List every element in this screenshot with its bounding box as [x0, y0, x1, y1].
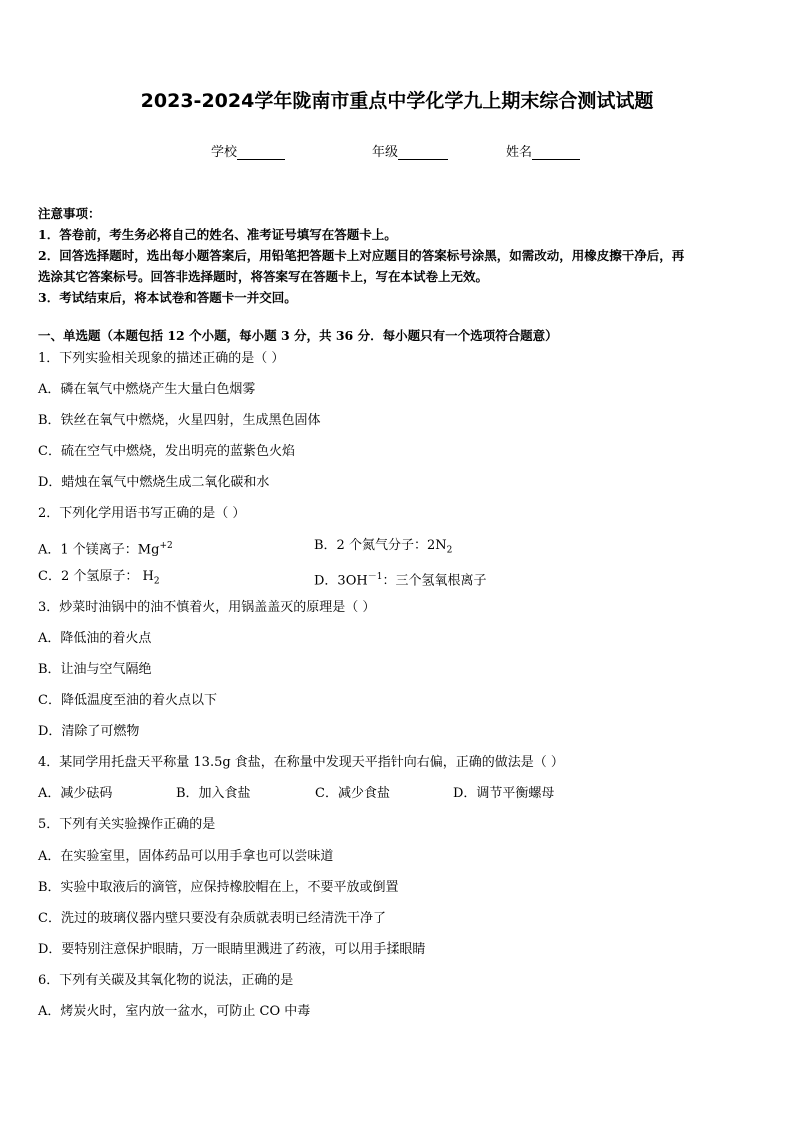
section-heading: 一、单选题（本题包括 12 个小题，每小题 3 分，共 36 分．每小题只有一个选项符合题意）	[38, 328, 558, 343]
q2-option-c-text: C．2 个氢原子： H	[38, 568, 154, 584]
q4-option-a: A．减少砝码	[38, 786, 113, 802]
student-info-row	[0, 141, 794, 161]
q3-option-a: A．降低油的着火点	[38, 630, 152, 646]
q4-option-c: C．减少食盐	[315, 786, 390, 802]
q2-row-ab	[38, 535, 760, 566]
q2-option-d-rest: ：三个氢氧根离子	[382, 572, 487, 588]
q4-option-b: B．加入食盐	[176, 786, 251, 802]
q2-option-d-charge: －1	[367, 571, 383, 582]
q2-option-b	[314, 535, 452, 562]
q2-stem: 2．下列化学用语书写正确的是（ ）	[38, 506, 246, 522]
notice-block	[38, 203, 760, 308]
q2-option-a	[38, 535, 173, 561]
name-field	[506, 141, 580, 160]
page-title: 2023-2024学年陇南市重点中学化学九上期末综合测试试题	[140, 90, 654, 112]
q3-option-b: B．让油与空气隔绝	[38, 661, 152, 677]
q3-stem: 3．炒菜时油锅中的油不慎着火，用锅盖盖灭的原理是（ ）	[38, 599, 376, 615]
school-blank	[237, 145, 285, 160]
notice-item-2a: 2．回答选择题时，选出每小题答案后，用铅笔把答题卡上对应题目的答案标号涂黑，如需改动，用橡皮擦干净后，再	[38, 248, 685, 263]
notice-item-1: 1．答卷前，考生务必将自己的姓名、准考证号填写在答题卡上。	[38, 227, 397, 242]
q2-option-c	[38, 566, 160, 593]
q3-option-c: C．降低温度至油的着火点以下	[38, 693, 217, 709]
notice-item-2b: 选涂其它答案标号。回答非选择题时，将答案写在答题卡上，写在本试卷上无效。	[38, 269, 489, 284]
notice-heading: 注意事项：	[38, 206, 101, 221]
q5-option-b: B．实验中取液后的滴管，应保持橡胶帽在上，不要平放或倒置	[38, 879, 399, 895]
grade-blank	[398, 145, 448, 160]
q2-option-d	[314, 566, 486, 592]
q5-option-d: D．要特别注意保护眼睛，万一眼睛里溅进了药液，可以用手揉眼睛	[38, 941, 426, 957]
name-label: 姓名	[506, 145, 533, 160]
q6-option-a: A．烤炭火时，室内放一盆水，可防止 CO 中毒	[38, 1003, 311, 1019]
q6-stem: 6．下列有关碳及其氧化物的说法，正确的是	[38, 972, 294, 988]
q1-option-d: D．蜡烛在氧气中燃烧生成二氧化碳和水	[38, 475, 270, 491]
q2-option-a-text: A．1 个镁离子：Mg	[38, 541, 160, 557]
q2-option-a-charge: +2	[159, 540, 173, 551]
q2-option-b-text: B．2 个氮气分子：2N	[314, 537, 447, 553]
q5-option-a: A．在实验室里，固体药品可以用手拿也可以尝味道	[38, 848, 334, 864]
q3-option-d: D．清除了可燃物	[38, 724, 140, 740]
q2-option-c-subscript: 2	[153, 576, 160, 587]
school-label: 学校	[211, 145, 238, 160]
q1-stem: 1．下列实验相关现象的描述正确的是（ ）	[38, 351, 285, 366]
q5-stem: 5．下列有关实验操作正确的是	[38, 817, 216, 833]
q5-option-c: C．洗过的玻璃仪器内壁只要没有杂质就表明已经清洗干净了	[38, 910, 386, 926]
grade-field	[372, 141, 448, 160]
q1-option-c: C．硫在空气中燃烧，发出明亮的蓝紫色火焰	[38, 444, 295, 460]
q2-option-b-subscript: 2	[446, 545, 453, 556]
q2-option-d-text: D．3OH	[314, 572, 368, 588]
q1-option-a: A．磷在氧气中燃烧产生大量白色烟雾	[38, 382, 256, 398]
q4-stem: 4．某同学用托盘天平称量 13.5g 食盐，在称量中发现天平指针向右偏，正确的做法是（ ）	[38, 755, 564, 771]
q4-options-row	[38, 783, 760, 814]
q4-option-d: D．调节平衡螺母	[453, 786, 555, 802]
q1-option-b: B．铁丝在氧气中燃烧，火星四射，生成黑色固体	[38, 413, 321, 429]
school-field	[211, 141, 285, 160]
questions-block	[38, 325, 760, 1032]
grade-label: 年级	[372, 145, 399, 160]
notice-item-3: 3．考试结束后，将本试卷和答题卡一并交回。	[38, 290, 297, 305]
q2-row-cd	[38, 566, 760, 597]
name-blank	[532, 145, 580, 160]
